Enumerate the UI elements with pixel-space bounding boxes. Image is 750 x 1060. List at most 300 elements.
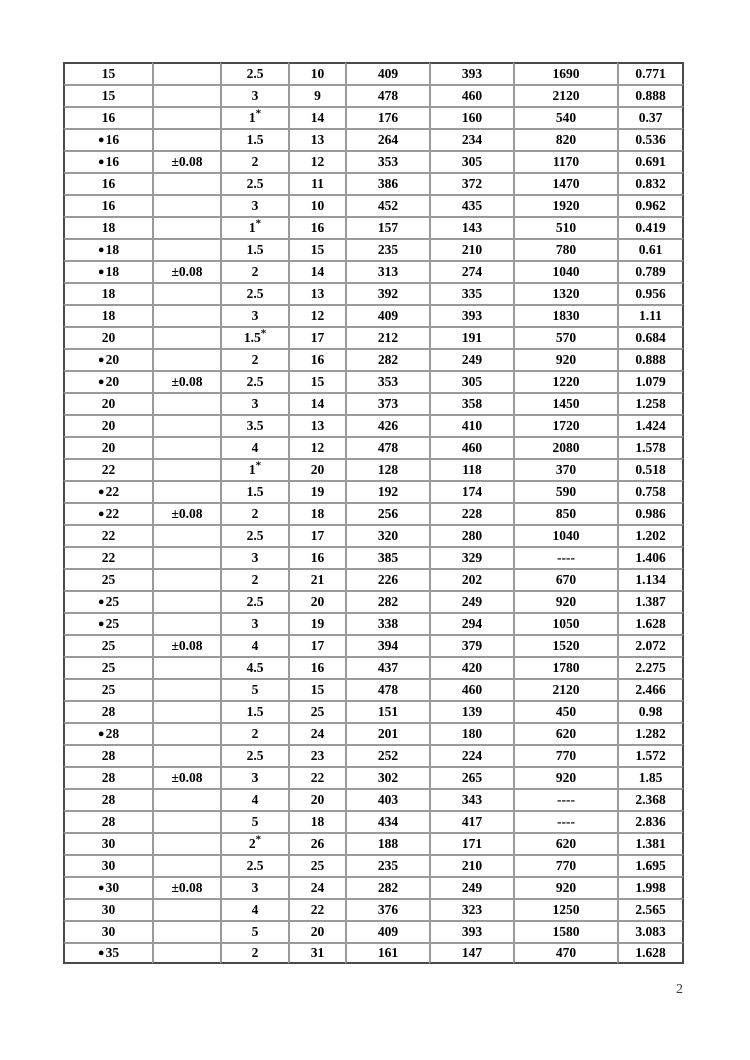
cell-pitch xyxy=(220,898,288,920)
cell-size-value: 20 xyxy=(101,440,116,456)
cell-count: 23 xyxy=(288,744,345,766)
cell-value1: 409 xyxy=(345,304,429,326)
cell-value2: 160 xyxy=(429,106,513,128)
cell-value3: 1580 xyxy=(513,920,617,942)
cell-size xyxy=(63,150,152,172)
cell-size-value: 15 xyxy=(101,88,116,104)
cell-pitch xyxy=(220,326,288,348)
cell-value3: 820 xyxy=(513,128,617,150)
cell-size xyxy=(63,854,152,876)
cell-value3: 540 xyxy=(513,106,617,128)
page-number: 2 xyxy=(676,982,683,997)
cell-count: 18 xyxy=(288,810,345,832)
cell-tolerance xyxy=(152,810,220,832)
bullet-marker-icon: ● xyxy=(97,486,105,498)
cell-count: 12 xyxy=(288,150,345,172)
cell-pitch xyxy=(220,876,288,898)
cell-value1: 256 xyxy=(345,502,429,524)
cell-size-value: 20 xyxy=(105,352,120,367)
cell-value2: 323 xyxy=(429,898,513,920)
cell-size xyxy=(63,84,152,106)
cell-value1: 394 xyxy=(345,634,429,656)
cell-tolerance xyxy=(152,414,220,436)
cell-value2: 460 xyxy=(429,678,513,700)
cell-size-value: 22 xyxy=(101,528,116,544)
cell-pitch-value: 2 xyxy=(251,572,259,588)
cell-value2: 460 xyxy=(429,436,513,458)
cell-value2: 420 xyxy=(429,656,513,678)
table-row xyxy=(63,172,684,194)
cell-pitch xyxy=(220,722,288,744)
cell-tolerance: ±0.08 xyxy=(152,150,220,172)
cell-value3: 1920 xyxy=(513,194,617,216)
cell-value2: 417 xyxy=(429,810,513,832)
cell-size-value: 15 xyxy=(101,66,116,82)
cell-size xyxy=(63,612,152,634)
cell-size-value: 16 xyxy=(105,132,120,147)
cell-value1: 338 xyxy=(345,612,429,634)
asterisk-marker-icon: * xyxy=(260,327,267,340)
cell-pitch xyxy=(220,238,288,260)
table-row xyxy=(63,260,684,282)
cell-count: 31 xyxy=(288,942,345,964)
cell-mass: 0.684 xyxy=(617,326,684,348)
cell-value3: 1830 xyxy=(513,304,617,326)
asterisk-marker-icon: * xyxy=(255,217,262,230)
table-row xyxy=(63,436,684,458)
cell-pitch-value: 1.5 xyxy=(246,132,264,148)
cell-size-value: 16 xyxy=(101,198,116,214)
cell-value3: 1170 xyxy=(513,150,617,172)
cell-mass: 2.836 xyxy=(617,810,684,832)
asterisk-marker-icon: * xyxy=(255,107,262,120)
cell-mass: 0.98 xyxy=(617,700,684,722)
cell-value3: 920 xyxy=(513,590,617,612)
cell-count: 16 xyxy=(288,216,345,238)
cell-size xyxy=(63,568,152,590)
cell-value2: 410 xyxy=(429,414,513,436)
cell-value1: 128 xyxy=(345,458,429,480)
cell-tolerance xyxy=(152,898,220,920)
cell-count: 25 xyxy=(288,700,345,722)
cell-value1: 409 xyxy=(345,920,429,942)
cell-mass: 1.695 xyxy=(617,854,684,876)
cell-count: 19 xyxy=(288,612,345,634)
cell-tolerance xyxy=(152,854,220,876)
cell-size-value: 20 xyxy=(101,330,116,346)
cell-pitch xyxy=(220,546,288,568)
cell-pitch-value: 3 xyxy=(251,198,259,214)
cell-mass: 1.406 xyxy=(617,546,684,568)
cell-pitch-value: 2 xyxy=(251,352,259,368)
cell-size-value: 28 xyxy=(101,814,116,830)
bullet-marker-icon: ● xyxy=(97,728,105,740)
cell-pitch xyxy=(220,502,288,524)
cell-value1: 226 xyxy=(345,568,429,590)
cell-pitch xyxy=(220,458,288,480)
cell-count: 17 xyxy=(288,524,345,546)
cell-pitch xyxy=(220,634,288,656)
cell-value1: 201 xyxy=(345,722,429,744)
cell-value1: 264 xyxy=(345,128,429,150)
cell-mass: 0.888 xyxy=(617,84,684,106)
cell-size xyxy=(63,876,152,898)
table-row xyxy=(63,942,684,964)
cell-size-value: 20 xyxy=(101,418,116,434)
bullet-marker-icon: ● xyxy=(97,134,105,146)
cell-tolerance xyxy=(152,458,220,480)
cell-pitch xyxy=(220,216,288,238)
cell-tolerance xyxy=(152,568,220,590)
cell-value1: 373 xyxy=(345,392,429,414)
cell-pitch xyxy=(220,172,288,194)
specifications-table xyxy=(63,62,684,964)
cell-mass: 1.578 xyxy=(617,436,684,458)
cell-size-value: 18 xyxy=(101,220,116,236)
bullet-marker-icon: ● xyxy=(97,354,105,366)
asterisk-marker-icon: * xyxy=(255,459,262,472)
cell-value2: 294 xyxy=(429,612,513,634)
cell-size xyxy=(63,172,152,194)
cell-value1: 282 xyxy=(345,348,429,370)
cell-pitch-value: 1.5 xyxy=(246,484,264,500)
table-row xyxy=(63,502,684,524)
table-row xyxy=(63,766,684,788)
cell-pitch-value: 4 xyxy=(251,638,259,654)
cell-count: 15 xyxy=(288,678,345,700)
cell-size xyxy=(63,348,152,370)
cell-pitch-value: 2.5 xyxy=(246,374,264,390)
cell-size-value: 25 xyxy=(101,638,116,654)
cell-tolerance: ±0.08 xyxy=(152,370,220,392)
cell-tolerance: ±0.08 xyxy=(152,766,220,788)
cell-tolerance xyxy=(152,106,220,128)
cell-value2: 234 xyxy=(429,128,513,150)
cell-tolerance xyxy=(152,62,220,84)
cell-pitch-value: 2 xyxy=(248,836,256,852)
cell-size xyxy=(63,304,152,326)
cell-value3: ---- xyxy=(513,788,617,810)
cell-size-value: 30 xyxy=(101,902,116,918)
cell-value2: 147 xyxy=(429,942,513,964)
cell-count: 10 xyxy=(288,194,345,216)
cell-size xyxy=(63,590,152,612)
cell-mass: 1.079 xyxy=(617,370,684,392)
cell-value1: 302 xyxy=(345,766,429,788)
cell-value3: 670 xyxy=(513,568,617,590)
table-row xyxy=(63,480,684,502)
cell-size xyxy=(63,546,152,568)
cell-tolerance xyxy=(152,392,220,414)
cell-size xyxy=(63,238,152,260)
cell-value3: 1250 xyxy=(513,898,617,920)
cell-mass: 0.986 xyxy=(617,502,684,524)
cell-tolerance: ±0.08 xyxy=(152,876,220,898)
cell-tolerance xyxy=(152,788,220,810)
cell-size-value: 22 xyxy=(105,484,120,499)
table-row xyxy=(63,612,684,634)
cell-count: 12 xyxy=(288,436,345,458)
cell-value3: 620 xyxy=(513,832,617,854)
cell-tolerance xyxy=(152,238,220,260)
cell-mass: 0.888 xyxy=(617,348,684,370)
cell-value3: 470 xyxy=(513,942,617,964)
cell-size-value: 28 xyxy=(101,704,116,720)
table-row xyxy=(63,392,684,414)
cell-tolerance xyxy=(152,832,220,854)
cell-count: 22 xyxy=(288,766,345,788)
cell-tolerance xyxy=(152,172,220,194)
cell-pitch xyxy=(220,84,288,106)
cell-size-value: 16 xyxy=(105,154,120,169)
table-body xyxy=(63,62,684,964)
cell-value1: 161 xyxy=(345,942,429,964)
cell-count: 19 xyxy=(288,480,345,502)
cell-count: 13 xyxy=(288,414,345,436)
cell-value3: 1520 xyxy=(513,634,617,656)
cell-value2: 265 xyxy=(429,766,513,788)
cell-size xyxy=(63,722,152,744)
cell-pitch xyxy=(220,150,288,172)
cell-value3: 1320 xyxy=(513,282,617,304)
cell-value2: 274 xyxy=(429,260,513,282)
cell-value1: 212 xyxy=(345,326,429,348)
cell-value2: 139 xyxy=(429,700,513,722)
cell-tolerance xyxy=(152,84,220,106)
cell-pitch-value: 1.5 xyxy=(246,242,264,258)
cell-mass: 1.134 xyxy=(617,568,684,590)
cell-pitch xyxy=(220,656,288,678)
cell-count: 24 xyxy=(288,876,345,898)
cell-mass: 1.998 xyxy=(617,876,684,898)
cell-count: 21 xyxy=(288,568,345,590)
table-row xyxy=(63,722,684,744)
bullet-marker-icon: ● xyxy=(97,376,105,388)
cell-mass: 0.691 xyxy=(617,150,684,172)
cell-value2: 280 xyxy=(429,524,513,546)
cell-value3: 920 xyxy=(513,876,617,898)
cell-tolerance: ±0.08 xyxy=(152,260,220,282)
bullet-marker-icon: ● xyxy=(97,508,105,520)
cell-size xyxy=(63,216,152,238)
cell-value1: 385 xyxy=(345,546,429,568)
cell-value3: 770 xyxy=(513,744,617,766)
cell-pitch-value: 2 xyxy=(251,154,259,170)
cell-value1: 353 xyxy=(345,370,429,392)
cell-tolerance xyxy=(152,546,220,568)
cell-tolerance xyxy=(152,304,220,326)
cell-pitch xyxy=(220,788,288,810)
cell-pitch xyxy=(220,282,288,304)
cell-value3: 620 xyxy=(513,722,617,744)
cell-value1: 386 xyxy=(345,172,429,194)
cell-pitch xyxy=(220,62,288,84)
cell-value2: 393 xyxy=(429,920,513,942)
cell-value2: 393 xyxy=(429,62,513,84)
cell-value1: 188 xyxy=(345,832,429,854)
cell-size xyxy=(63,128,152,150)
cell-value2: 460 xyxy=(429,84,513,106)
cell-value2: 171 xyxy=(429,832,513,854)
cell-pitch-value: 5 xyxy=(251,814,259,830)
table-row xyxy=(63,656,684,678)
table-row xyxy=(63,854,684,876)
cell-pitch-value: 4 xyxy=(251,902,259,918)
table-row xyxy=(63,678,684,700)
cell-tolerance xyxy=(152,612,220,634)
cell-pitch xyxy=(220,128,288,150)
cell-value2: 335 xyxy=(429,282,513,304)
cell-value1: 434 xyxy=(345,810,429,832)
cell-tolerance xyxy=(152,282,220,304)
cell-size-value: 18 xyxy=(101,286,116,302)
cell-pitch xyxy=(220,832,288,854)
cell-count: 13 xyxy=(288,282,345,304)
cell-pitch-value: 2.5 xyxy=(246,748,264,764)
cell-value2: 305 xyxy=(429,150,513,172)
cell-pitch xyxy=(220,436,288,458)
cell-size xyxy=(63,920,152,942)
cell-size xyxy=(63,942,152,964)
cell-pitch-value: 3 xyxy=(251,550,259,566)
cell-pitch xyxy=(220,304,288,326)
cell-tolerance xyxy=(152,590,220,612)
cell-pitch xyxy=(220,810,288,832)
table-row xyxy=(63,128,684,150)
cell-pitch-value: 3 xyxy=(251,770,259,786)
cell-value1: 235 xyxy=(345,854,429,876)
table-row xyxy=(63,832,684,854)
cell-size xyxy=(63,436,152,458)
cell-size-value: 20 xyxy=(105,374,120,389)
cell-mass: 1.381 xyxy=(617,832,684,854)
cell-size xyxy=(63,414,152,436)
cell-mass: 0.832 xyxy=(617,172,684,194)
cell-mass: 2.368 xyxy=(617,788,684,810)
cell-count: 15 xyxy=(288,238,345,260)
cell-size xyxy=(63,744,152,766)
cell-value2: 202 xyxy=(429,568,513,590)
cell-pitch xyxy=(220,194,288,216)
cell-pitch xyxy=(220,920,288,942)
cell-size-value: 30 xyxy=(101,836,116,852)
cell-pitch xyxy=(220,106,288,128)
cell-mass: 1.282 xyxy=(617,722,684,744)
table-row xyxy=(63,282,684,304)
cell-value2: 143 xyxy=(429,216,513,238)
cell-tolerance xyxy=(152,436,220,458)
cell-value3: 1450 xyxy=(513,392,617,414)
cell-pitch xyxy=(220,854,288,876)
cell-size xyxy=(63,898,152,920)
cell-tolerance: ±0.08 xyxy=(152,634,220,656)
cell-value3: 2120 xyxy=(513,84,617,106)
table-row xyxy=(63,810,684,832)
cell-pitch-value: 3 xyxy=(251,880,259,896)
cell-size xyxy=(63,810,152,832)
cell-value3: ---- xyxy=(513,546,617,568)
cell-tolerance xyxy=(152,194,220,216)
cell-value1: 437 xyxy=(345,656,429,678)
cell-pitch xyxy=(220,744,288,766)
cell-mass: 1.628 xyxy=(617,942,684,964)
bullet-marker-icon: ● xyxy=(97,266,105,278)
cell-mass: 1.572 xyxy=(617,744,684,766)
bullet-marker-icon: ● xyxy=(97,596,105,608)
cell-pitch-value: 3 xyxy=(251,308,259,324)
cell-value3: 920 xyxy=(513,348,617,370)
cell-pitch-value: 2.5 xyxy=(246,176,264,192)
table-row xyxy=(63,348,684,370)
cell-mass: 0.518 xyxy=(617,458,684,480)
cell-mass: 0.758 xyxy=(617,480,684,502)
cell-size-value: 16 xyxy=(101,110,116,126)
cell-value1: 282 xyxy=(345,590,429,612)
cell-mass: 1.387 xyxy=(617,590,684,612)
cell-value1: 409 xyxy=(345,62,429,84)
cell-mass: 1.202 xyxy=(617,524,684,546)
bullet-marker-icon: ● xyxy=(97,156,105,168)
cell-size xyxy=(63,788,152,810)
cell-size xyxy=(63,282,152,304)
cell-size-value: 30 xyxy=(105,880,120,895)
table-row xyxy=(63,414,684,436)
cell-value1: 392 xyxy=(345,282,429,304)
cell-count: 17 xyxy=(288,634,345,656)
cell-size xyxy=(63,370,152,392)
cell-value3: 1780 xyxy=(513,656,617,678)
cell-value3: 920 xyxy=(513,766,617,788)
cell-mass: 1.628 xyxy=(617,612,684,634)
cell-pitch-value: 5 xyxy=(251,924,259,940)
table-row xyxy=(63,700,684,722)
cell-value3: ---- xyxy=(513,810,617,832)
cell-size xyxy=(63,62,152,84)
bullet-marker-icon: ● xyxy=(97,244,105,256)
cell-value3: 510 xyxy=(513,216,617,238)
cell-value3: 2080 xyxy=(513,436,617,458)
cell-value2: 305 xyxy=(429,370,513,392)
cell-value1: 313 xyxy=(345,260,429,282)
cell-mass: 0.37 xyxy=(617,106,684,128)
cell-count: 20 xyxy=(288,590,345,612)
cell-value2: 180 xyxy=(429,722,513,744)
cell-pitch-value: 1 xyxy=(248,110,256,126)
cell-count: 18 xyxy=(288,502,345,524)
cell-count: 25 xyxy=(288,854,345,876)
cell-count: 9 xyxy=(288,84,345,106)
cell-pitch-value: 2.5 xyxy=(246,528,264,544)
cell-size-value: 16 xyxy=(101,176,116,192)
cell-value3: 770 xyxy=(513,854,617,876)
cell-tolerance xyxy=(152,480,220,502)
cell-count: 24 xyxy=(288,722,345,744)
cell-pitch-value: 5 xyxy=(251,682,259,698)
cell-size-value: 22 xyxy=(101,462,116,478)
bullet-marker-icon: ● xyxy=(97,882,105,894)
cell-value1: 353 xyxy=(345,150,429,172)
cell-size xyxy=(63,502,152,524)
cell-value3: 590 xyxy=(513,480,617,502)
cell-size xyxy=(63,458,152,480)
table-row xyxy=(63,194,684,216)
cell-value3: 1050 xyxy=(513,612,617,634)
cell-value1: 235 xyxy=(345,238,429,260)
cell-value1: 478 xyxy=(345,678,429,700)
cell-pitch-value: 3 xyxy=(251,88,259,104)
cell-count: 16 xyxy=(288,546,345,568)
cell-count: 15 xyxy=(288,370,345,392)
